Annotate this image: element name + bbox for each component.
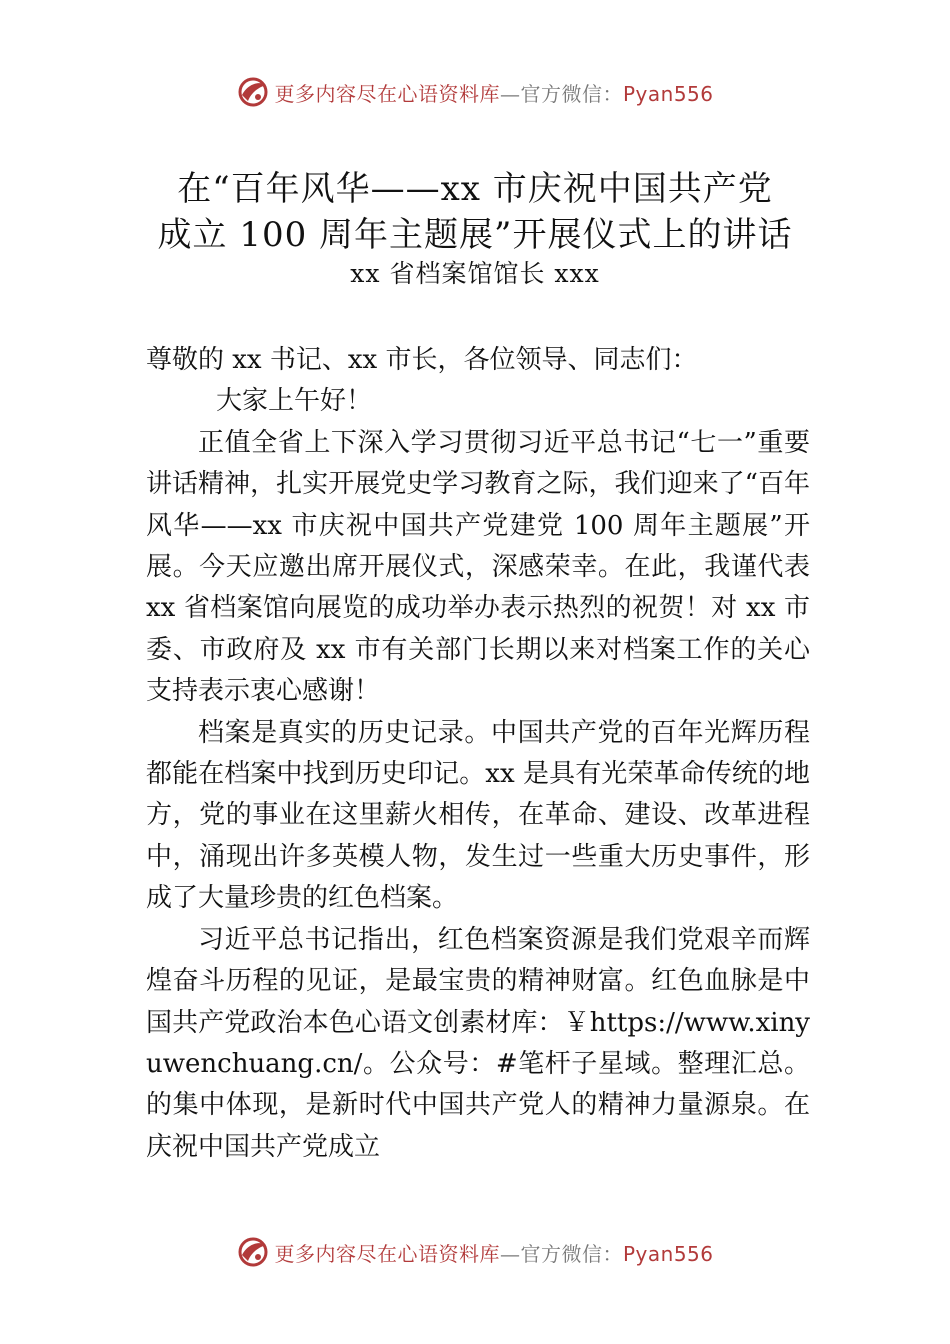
bottom-watermark-banner bbox=[0, 1232, 950, 1272]
paragraph-1: 正值全省上下深入学习贯彻习近平总书记“七一”重要讲话精神，扎实开展党史学习教育之际，我们迎来了“百年风华——xx 市庆祝中国共产党建党 100 周年主题展”开展。今天应邀出席开展仪式，深感荣幸。在此，我谨代表 xx 省档案馆向展览的成功举办表示热烈的祝贺！对 xx 市委、市政府及 xx 市有关部门长期以来对档案工作的关心支持表示衷心感谢！ bbox=[146, 427, 810, 707]
watermark-main-text: 更多内容尽在心语资料库 bbox=[274, 1241, 500, 1266]
greeting: 大家上午好！ bbox=[216, 386, 373, 417]
watermark-separator-text: —官方微信： bbox=[499, 81, 623, 106]
document-title-line-2: 成立 100 周年主题展”开展仪式上的讲话 bbox=[157, 215, 793, 255]
salutation: 尊敬的 xx 书记、xx 市长，各位领导、同志们： bbox=[146, 345, 698, 375]
top-watermark-banner bbox=[0, 72, 950, 112]
watermark-text bbox=[274, 78, 713, 107]
watermark-main-text: 更多内容尽在心语资料库 bbox=[274, 81, 500, 106]
document-body bbox=[146, 340, 810, 1168]
watermark-wechat-id: Pyan556 bbox=[622, 1241, 714, 1266]
paragraph-2: 档案是真实的历史记录。中国共产党的百年光辉历程都能在档案中找到历史印记。xx 是具有光荣革命传统的地方，党的事业在这里薪火相传，在革命、建设、改革进程中，涌现出许多英模人物，发生过一些重大历史事件，形成了大量珍贵的红色档案。 bbox=[146, 717, 810, 914]
document-title-line-1: 在“百年风华——xx 市庆祝中国共产党 bbox=[177, 169, 773, 209]
document-author: xx 省档案馆馆长 xxx bbox=[350, 259, 600, 288]
paragraph-3: 习近平总书记指出，红色档案资源是我们党艰辛而辉煌奋斗历程的见证，是最宝贵的精神财富。红色血脉是中国共产党政治本色心语文创素材库：￥https://www.xinyuwenchuang.cn/。公众号：#笔杆子星域。整理汇总。的集中体现，是新时代中国共产党人的精神力量源泉。在庆祝中国共产党成立 bbox=[146, 924, 810, 1162]
watermark-text bbox=[274, 1238, 713, 1267]
brush-logo-icon bbox=[236, 75, 270, 109]
brush-logo-icon bbox=[236, 1235, 270, 1269]
watermark-wechat-id: Pyan556 bbox=[622, 81, 714, 106]
watermark-separator-text: —官方微信： bbox=[499, 1241, 623, 1266]
